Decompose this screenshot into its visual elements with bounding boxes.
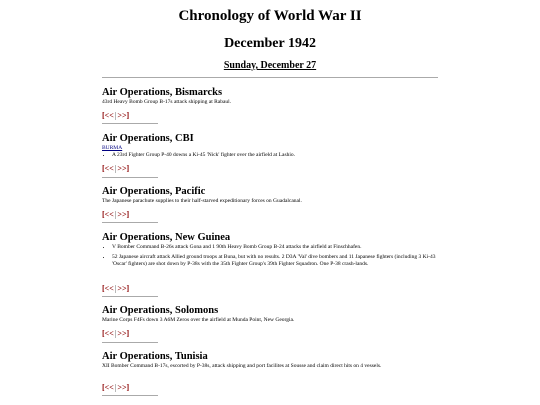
nav-links: [<<|>>] (102, 329, 130, 338)
nav-links: [<<|>>] (102, 210, 130, 219)
section-text: The Japanese parachute supplies to their half-starved expeditionary forces on Guadalcanal. (102, 198, 302, 204)
section-text: Marine Corps F4Fs down 3 A6M Zeros over the airfield at Munda Point, New Georgia. (102, 317, 295, 323)
section-heading: Air Operations, Tunisia (102, 351, 208, 362)
prev-link[interactable]: << (104, 210, 114, 219)
nav-links: [<<|>>] (102, 111, 130, 120)
nav-separator: | (114, 284, 117, 293)
section-tunisia (102, 351, 438, 370)
nav-separator: | (114, 164, 117, 173)
section-text: 43rd Heavy Bomb Group B-17s attack shipping at Rabaul. (102, 99, 232, 105)
prev-link[interactable]: << (104, 383, 114, 392)
nav-links: [<<|>>] (102, 284, 130, 293)
next-link[interactable]: >> (117, 329, 127, 338)
section-subheading[interactable]: BURMA (102, 145, 123, 151)
header-divider (102, 77, 438, 78)
list-item: • V Bomber Command B-26s attack Gona and 1 90th Heavy Bomb Group B-24 attacks the airfield at Finschhafen. (112, 244, 438, 251)
section-divider (102, 123, 158, 124)
section-divider (102, 296, 158, 297)
nav-separator: | (114, 383, 117, 392)
next-link[interactable]: >> (117, 111, 127, 120)
list-item: • 52 Japanese aircraft attack Allied ground troops at Buna, but with no results. 2 D3A 'Val' dive bombers and 11 Japanese fighters (including 3 Ki-43 'Oscar' fighters) are shot down by P-38s with the 35th Fighter Group's 39th Fighter Squadron. One P-38 crash-lands. (112, 254, 438, 268)
next-link[interactable]: >> (117, 164, 127, 173)
section-pacific (102, 186, 438, 205)
section-heading: Air Operations, Pacific (102, 186, 206, 197)
nav-links: [<<|>>] (102, 164, 130, 173)
nav-separator: | (114, 329, 117, 338)
section-heading: Air Operations, Bismarcks (102, 87, 223, 98)
section-bismarcks (102, 87, 438, 106)
date-heading: Sunday, December 27 (223, 60, 317, 71)
section-solomons (102, 305, 438, 324)
month-heading: December 1942 (224, 36, 316, 51)
prev-link[interactable]: << (104, 164, 114, 173)
section-divider (102, 395, 158, 396)
section-heading: Air Operations, CBI (102, 133, 194, 144)
prev-link[interactable]: << (104, 329, 114, 338)
section-divider (102, 222, 158, 223)
prev-link[interactable]: << (104, 111, 114, 120)
next-link[interactable]: >> (117, 284, 127, 293)
prev-link[interactable]: << (104, 284, 114, 293)
page-title: Chronology of World War II (178, 8, 362, 24)
nav-links: [<<|>>] (102, 383, 130, 392)
section-text: XII Bomber Command B-17s, escorted by P-38s, attack shipping and port facilites at Sousse and claim direct hits on 4 vessels. (102, 363, 382, 369)
section-divider (102, 177, 158, 178)
section-new-guinea (102, 232, 438, 271)
section-heading: Air Operations, Solomons (102, 305, 219, 316)
nav-separator: | (114, 111, 117, 120)
bullet-list (102, 244, 438, 268)
bullet-list (102, 152, 438, 159)
section-cbi (102, 133, 438, 162)
next-link[interactable]: >> (117, 210, 127, 219)
nav-separator: | (114, 210, 117, 219)
section-heading: Air Operations, New Guinea (102, 232, 231, 243)
list-item: • A 23rd Fighter Group P-40 downs a Ki-45 'Nick' fighter over the airfield at Lashio. (112, 152, 438, 159)
next-link[interactable]: >> (117, 383, 127, 392)
section-divider (102, 342, 158, 343)
